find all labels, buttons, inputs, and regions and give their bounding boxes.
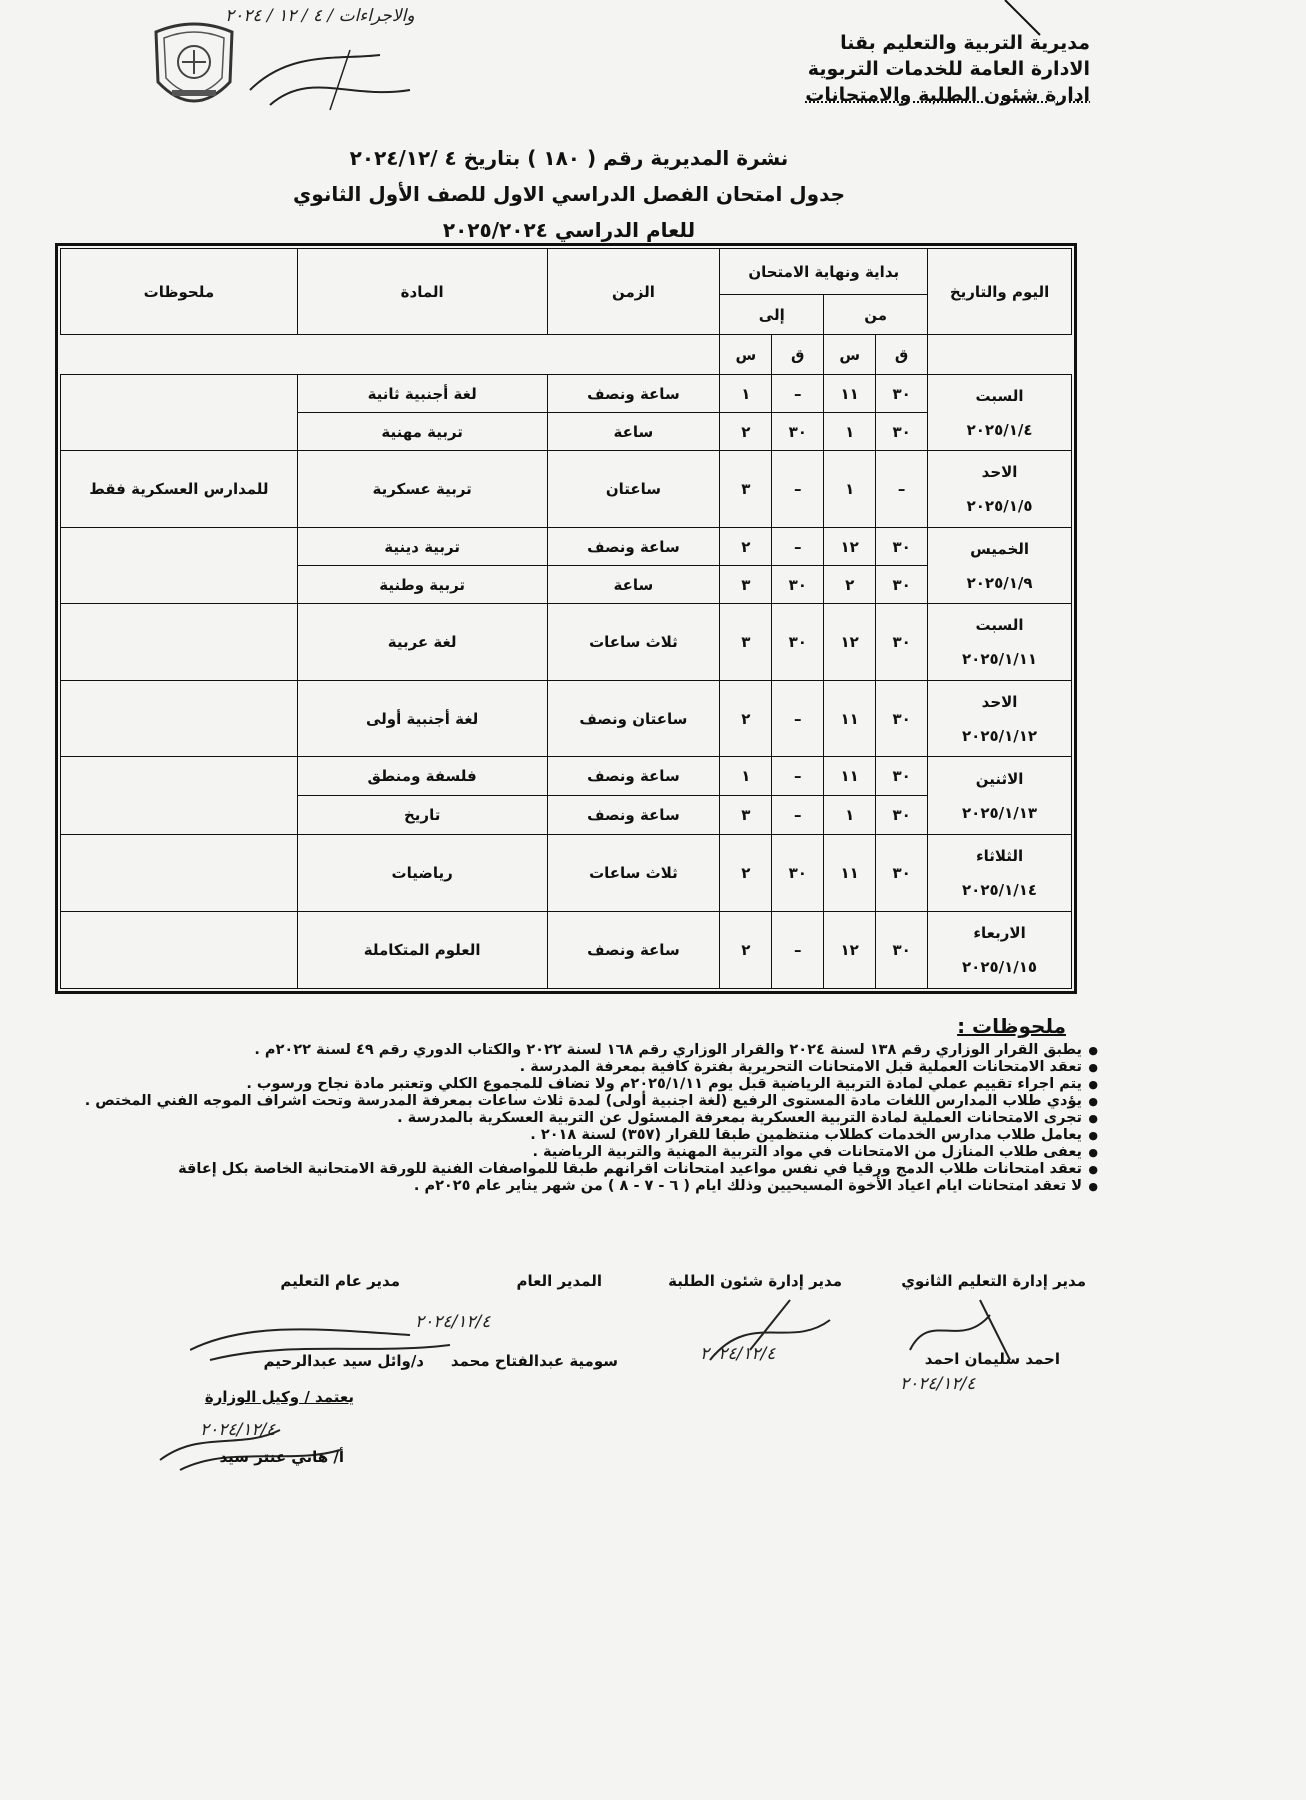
hw-date-1: ٢٠٢٤/١٢/٤	[415, 1312, 491, 1332]
to-hour: ٣	[720, 451, 772, 528]
table-row	[61, 528, 1072, 566]
table-row	[61, 451, 1072, 528]
from-minute: ٣٠	[876, 375, 928, 413]
note-cell	[61, 912, 298, 989]
day-name: الاحد	[981, 692, 1018, 711]
day-date: ٢٠٢٥/١/٩	[966, 573, 1033, 592]
from-hour: ٢	[824, 566, 876, 604]
sig-gm-title: المدير العام	[516, 1272, 602, 1290]
day-date: ٢٠٢٥/١/١٣	[962, 803, 1038, 822]
from-minute: ٣٠	[876, 912, 928, 989]
sig-secondary-ed-name: احمد سليمان احمد	[924, 1350, 1060, 1368]
note-item: ● لا تعقد امتحانات ايام اعياد الأخوة المسيحيين وذلك ايام ( ٦ - ٧ - ٨ ) من شهر يناير عام ٢٠٢٥م .	[40, 1178, 1082, 1195]
day-date-cell	[928, 681, 1072, 757]
sig-approve: يعتمد / وكيل الوزارة	[204, 1388, 354, 1406]
note-cell	[61, 835, 298, 912]
header-start-end: بداية ونهاية الامتحان	[720, 249, 928, 295]
official-seal	[148, 12, 240, 124]
header-line-3: ادارة شئون الطلبة والامتحانات	[805, 84, 1090, 106]
subject-cell: تربية مهنية	[297, 413, 547, 451]
day-name: الاحد	[981, 463, 1018, 481]
table-row	[61, 375, 1072, 413]
header-line-1: مديرية التربية والتعليم بقنا	[840, 32, 1090, 54]
unit-from-hour: س	[824, 335, 876, 375]
from-minute: ٣٠	[876, 796, 928, 835]
to-hour: ٢	[720, 681, 772, 757]
header-notes: ملحوظات	[61, 249, 298, 335]
day-name: السبت	[975, 386, 1024, 405]
schedule-title: جدول امتحان الفصل الدراسي الاول للصف الأول الثانوي	[292, 182, 846, 206]
unit-to-hour: س	[720, 335, 772, 375]
day-name: الثلاثاء	[975, 847, 1024, 865]
note-item: ● تعقد امتحانات طلاب الدمج ورقيا في نفس مواعيد امتحانات اقرانهم طبقا للمواصفات الفنية للورقة الامتحانية الخاصة بكل إعاقة	[40, 1161, 1082, 1178]
note-item: ● يعفى طلاب المنازل من الامتحانات في مواد التربية المهنية والتربية الرياضية .	[40, 1144, 1082, 1161]
handwritten-top: والاجراءات / ٤ / ١٢ / ٢٠٢٤	[225, 6, 415, 26]
from-minute: ٣٠	[876, 566, 928, 604]
subject-cell: لغة أجنبية أولى	[297, 681, 547, 757]
duration-cell: ساعتان	[547, 451, 720, 528]
sig-ed-director-name: د/وائل سيد عبدالرحيم	[263, 1352, 424, 1370]
to-hour: ٢	[720, 413, 772, 451]
from-hour: ١١	[824, 835, 876, 912]
table-row	[61, 835, 1072, 912]
unit-to-min: ق	[772, 335, 824, 375]
to-hour: ١	[720, 375, 772, 413]
day-name: الاربعاء	[973, 924, 1026, 942]
duration-cell: ساعة	[547, 413, 720, 451]
header-from: من	[824, 295, 928, 335]
day-date: ٢٠٢٥/١/٤	[966, 420, 1033, 439]
day-name: السبت	[975, 616, 1024, 634]
subject-cell: رياضيات	[297, 835, 547, 912]
subject-cell: تربية عسكرية	[297, 451, 547, 528]
from-minute: ٣٠	[876, 604, 928, 681]
to-minute: ٣٠	[772, 413, 824, 451]
day-date: ٢٠٢٥/١/١٢	[962, 726, 1038, 745]
from-hour: ١٢	[824, 528, 876, 566]
from-hour: ١٢	[824, 912, 876, 989]
subject-cell: لغة أجنبية ثانية	[297, 375, 547, 413]
notes-list	[40, 1042, 1100, 1195]
from-minute: ٣٠	[876, 681, 928, 757]
to-hour: ٣	[720, 604, 772, 681]
to-minute: –	[772, 451, 824, 528]
note-item: ● يؤدي طلاب المدارس اللغات مادة المستوى الرفيع (لغة اجنبية أولى) لمدة ثلاث ساعات بمعرفة المدرسة وتحت اشراف الموجه الفني المختص .	[40, 1093, 1082, 1110]
to-hour: ١	[720, 757, 772, 796]
duration-cell: ساعة ونصف	[547, 796, 720, 835]
duration-cell: ساعة ونصف	[547, 757, 720, 796]
note-item: ● يعامل طلاب مدارس الخدمات كطلاب منتظمين طبقا للقرار (٣٥٧) لسنة ٢٠١٨ .	[40, 1127, 1082, 1144]
subject-cell: تربية دينية	[297, 528, 547, 566]
hw-date-3: ٢٠٢٤/١٢/٤	[900, 1374, 976, 1394]
from-hour: ١	[824, 796, 876, 835]
to-hour: ٢	[720, 835, 772, 912]
units-blank	[61, 335, 298, 375]
to-hour: ٣	[720, 566, 772, 604]
note-cell	[61, 757, 298, 835]
subject-cell: تربية وطنية	[297, 566, 547, 604]
to-minute: –	[772, 528, 824, 566]
header-duration: الزمن	[547, 249, 720, 335]
to-minute: –	[772, 681, 824, 757]
exam-schedule-table	[60, 248, 1072, 989]
from-hour: ١١	[824, 681, 876, 757]
notes-title: ملحوظات :	[957, 1014, 1066, 1038]
day-date: ٢٠٢٥/١/١١	[962, 650, 1038, 668]
note-cell: للمدارس العسكرية فقط	[61, 451, 298, 528]
duration-cell: ثلاث ساعات	[547, 604, 720, 681]
to-hour: ٢	[720, 912, 772, 989]
hw-date-4: ٢٠٢٤/١٢/٤	[200, 1420, 276, 1440]
signature-scribble-top	[230, 30, 430, 120]
duration-cell: ساعة ونصف	[547, 912, 720, 989]
from-hour: ١٢	[824, 604, 876, 681]
from-minute: –	[876, 451, 928, 528]
from-hour: ١	[824, 413, 876, 451]
header-subject: المادة	[297, 249, 547, 335]
hw-date-2: ٢٠٢٤/١٢/٤	[700, 1344, 776, 1364]
note-item: ● تجرى الامتحانات العملية لمادة التربية العسكرية بمعرفة المسئول عن التربية العسكرية بالمدرسة .	[40, 1110, 1082, 1127]
day-date-cell	[928, 835, 1072, 912]
document-titles	[0, 140, 1138, 248]
table-row	[61, 604, 1072, 681]
day-date-cell	[928, 451, 1072, 528]
from-hour: ١١	[824, 757, 876, 796]
header-to: إلى	[720, 295, 824, 335]
to-minute: ٣٠	[772, 835, 824, 912]
note-cell	[61, 375, 298, 451]
unit-from-min: ق	[876, 335, 928, 375]
note-item: ● يتم اجراء تقييم عملي لمادة التربية الرياضية قبل يوم ٢٠٢٥/١/١١م ولا تضاف للمجموع الكلي وتعتبر مادة نجاح ورسوب .	[40, 1076, 1082, 1093]
directorate-header	[670, 30, 1090, 108]
duration-cell: ساعة ونصف	[547, 528, 720, 566]
from-minute: ٣٠	[876, 528, 928, 566]
to-minute: ٣٠	[772, 566, 824, 604]
duration-cell: ساعة ونصف	[547, 375, 720, 413]
header-day-date: اليوم والتاريخ	[928, 249, 1072, 335]
note-item: ● يطبق القرار الوزاري رقم ١٣٨ لسنة ٢٠٢٤ والقرار الوزاري رقم ١٦٨ لسنة ٢٠٢٢ والكتاب الدوري رقم ٤٩ لسنة ٢٠٢٢م .	[40, 1042, 1082, 1059]
note-cell	[61, 528, 298, 604]
to-minute: –	[772, 757, 824, 796]
table-row	[61, 912, 1072, 989]
duration-cell: ساعة	[547, 566, 720, 604]
note-cell	[61, 604, 298, 681]
subject-cell: العلوم المتكاملة	[297, 912, 547, 989]
subject-cell: تاريخ	[297, 796, 547, 835]
subject-cell: فلسفة ومنطق	[297, 757, 547, 796]
sig-ed-director-title: مدير عام التعليم	[280, 1272, 400, 1290]
academic-year-title: للعام الدراسي ٢٠٢٥/٢٠٢٤	[442, 218, 696, 242]
table-row	[61, 757, 1072, 796]
sig-students-title: مدير إدارة شئون الطلبة	[668, 1272, 842, 1290]
to-hour: ٣	[720, 796, 772, 835]
units-day-blank	[928, 335, 1072, 375]
note-item: ● تعقد الامتحانات العملية قبل الامتحانات التحريرية بفترة كافية بمعرفة المدرسة .	[40, 1059, 1082, 1076]
day-date: ٢٠٢٥/١/١٤	[962, 881, 1038, 899]
duration-cell: ساعتان ونصف	[547, 681, 720, 757]
day-date-cell	[928, 912, 1072, 989]
to-minute: ٣٠	[772, 604, 824, 681]
units-blank	[547, 335, 720, 375]
units-blank	[297, 335, 547, 375]
from-minute: ٣٠	[876, 757, 928, 796]
day-date-cell	[928, 757, 1072, 835]
day-date-cell	[928, 604, 1072, 681]
day-date-cell	[928, 375, 1072, 451]
bulletin-title: نشرة المديرية رقم ( ١٨٠ ) بتاريخ ٤ /٢٠٢٤/١٢	[349, 146, 789, 170]
day-name: الخميس	[970, 539, 1030, 558]
duration-cell: ثلاث ساعات	[547, 835, 720, 912]
day-date-cell	[928, 528, 1072, 604]
from-minute: ٣٠	[876, 835, 928, 912]
to-minute: –	[772, 375, 824, 413]
sig-gm-name: سومية عبدالفتاح محمد	[450, 1352, 618, 1370]
sig-minister-name: أ/ هاني عنتر سيد	[219, 1448, 344, 1466]
day-date: ٢٠٢٥/١/١٥	[962, 958, 1038, 976]
sig-secondary-ed-title: مدير إدارة التعليم الثانوي	[901, 1272, 1086, 1290]
from-hour: ١١	[824, 375, 876, 413]
note-cell	[61, 681, 298, 757]
to-hour: ٢	[720, 528, 772, 566]
day-name: الاثنين	[975, 769, 1024, 788]
from-minute: ٣٠	[876, 413, 928, 451]
to-minute: –	[772, 912, 824, 989]
to-minute: –	[772, 796, 824, 835]
from-hour: ١	[824, 451, 876, 528]
table-row	[61, 681, 1072, 757]
subject-cell: لغة عربية	[297, 604, 547, 681]
day-date: ٢٠٢٥/١/٥	[966, 497, 1033, 515]
header-line-2: الادارة العامة للخدمات التربوية	[807, 58, 1090, 80]
